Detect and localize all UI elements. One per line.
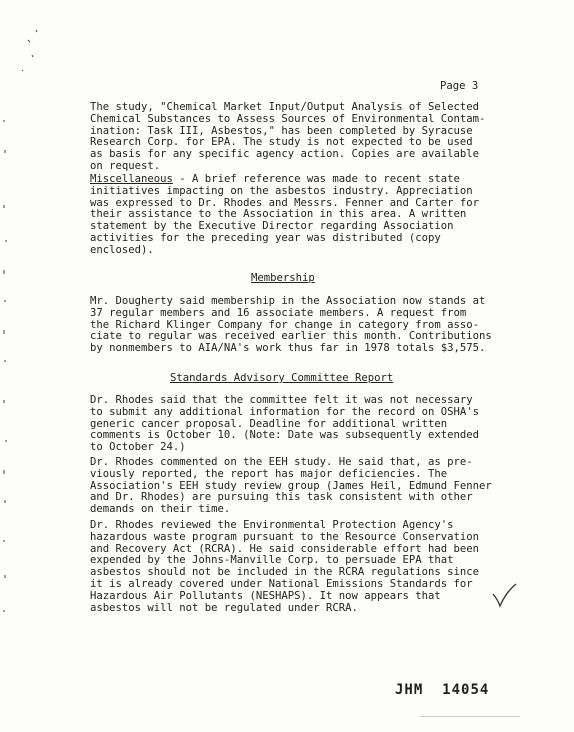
paragraph-membership: Mr. Dougherty said membership in the Association now stands at 37 regular members and 16 associate members. A request from the Richard Klinger Company for change in category from asso- ciate to regular was received earlier this month. Contributions by nonmembers to AIA/NA's work thus far in 1978 totals $3,575. xyxy=(90,295,492,355)
paragraph-rcra: Dr. Rhodes reviewed the Environmental Protection Agency's hazardous waste program pursuant to the Resource Conservation and Recovery Act (RCRA). He said considerable effort had been expended by the Johns-Manville Corp. to persuade EPA that asbestos should not be included in the RCRA regulations since it is already covered under National Emissions Standards for Hazardous Air Pollutants (NESHAPS). It now appears that asbestos will not be regulated under RCRA. xyxy=(90,519,480,614)
page-number: Page 3 xyxy=(440,80,479,92)
paragraph-study: The study, "Chemical Market Input/Output Analysis of Selected Chemical Substances to Assess Sources of Environmental Contam- ination: Task III, Asbestos," has been completed by Syracuse Research Corp. for EPA. The study is not expected to be used as basis for any specific agency action. Copies are available on request. xyxy=(90,101,486,172)
bates-value: 14054 xyxy=(442,682,490,698)
bates-number xyxy=(395,682,489,698)
miscellaneous-text: - A brief reference was made to recent state initiatives impacting on the asbestos industry. Appreciation was expressed to Dr. Rhodes and Messrs. Fenner and Carter for their assistance to the Association in this area. A written statement by the Executive Director regarding Association activities for the preceding year was distributed (copy enclosed). xyxy=(90,173,480,256)
handwritten-checkmark xyxy=(490,582,520,612)
bates-prefix: JHM xyxy=(395,682,424,698)
paragraph-miscellaneous xyxy=(90,174,510,257)
margin-speckle-marks xyxy=(0,0,40,732)
heading-membership: Membership xyxy=(251,272,315,284)
footer-rule xyxy=(420,716,520,717)
paragraph-osha: Dr. Rhodes said that the committee felt it was not necessary to submit any additional information for the record on OSHA's generic cancer proposal. Deadline for additional written comments is October 10. (Note: Date was subsequently extended to October 24.) xyxy=(90,394,480,454)
miscellaneous-label: Miscellaneous xyxy=(90,173,173,185)
paragraph-eeh: Dr. Rhodes commented on the EEH study. He said that, as pre- viously reported, the report has major deficiencies. The Association's EEH study review group (James Heil, Edmund Fenner and Dr. Rhodes) are pursuing this task consistent with other demands on their time. xyxy=(90,456,492,516)
heading-standards-committee: Standards Advisory Committee Report xyxy=(170,372,394,384)
